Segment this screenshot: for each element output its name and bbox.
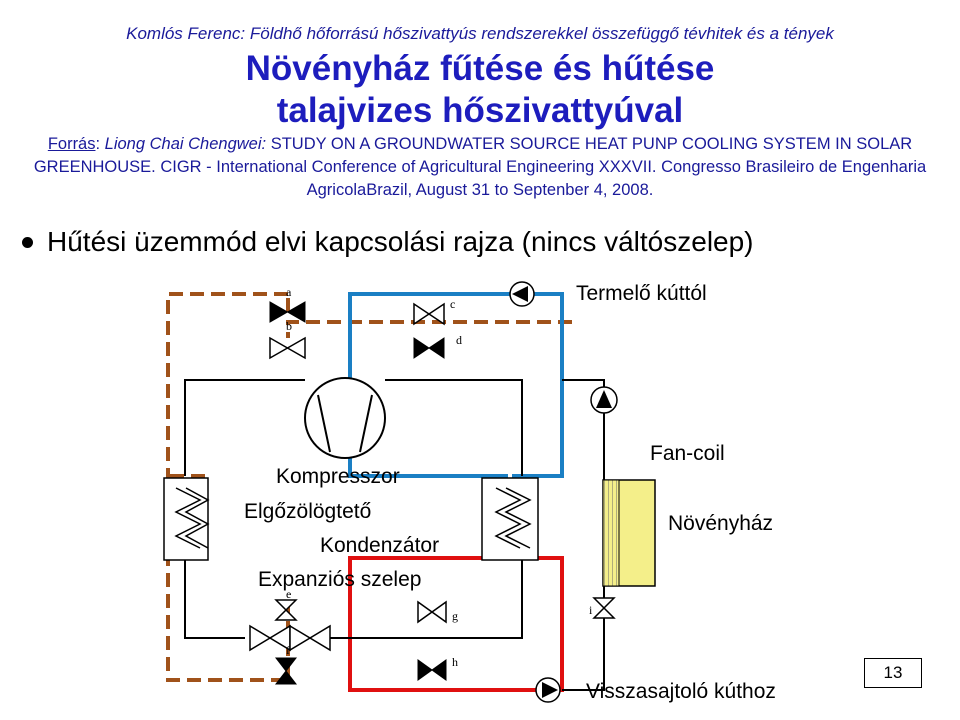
valve-label-f: f (286, 643, 290, 657)
bullet-heading (22, 226, 754, 258)
valve-g-icon (418, 602, 446, 622)
condenser-icon (482, 478, 538, 560)
source-separator: : (95, 135, 105, 153)
valve-c-icon (414, 304, 444, 324)
header-subject: Földhő hőforrású hőszivattyús rendszerekkel összefüggő tévhitek és a tények (249, 24, 834, 43)
source-text: STUDY ON A GROUNDWATER SOURCE HEAT PUNP COOLING SYSTEM IN SOLAR GREENHOUSE. CIGR - International Conference of Agricultural Engineering XXXVII. Congresso Brasileiro de Engenharia AgricolaBrazil, August 31 to Septenber 4, 2008. (33, 135, 927, 199)
label-greenhouse: Növényház (668, 512, 774, 535)
valve-label-a: a (286, 285, 292, 299)
valve-h-icon (418, 660, 446, 680)
source-authors: Liong Chai Chengwei: (104, 135, 267, 153)
valve-label-i: i (589, 603, 593, 617)
label-return-well: Visszasajtoló kúthoz (586, 680, 776, 703)
page-title (0, 48, 960, 132)
valve-label-e: e (286, 587, 292, 601)
valve-label-g: g (452, 609, 458, 623)
bullet-dot-icon (22, 237, 33, 248)
cooling-schematic (0, 270, 960, 720)
title-line-1: Növényház fűtése és hűtése (245, 49, 715, 88)
compressor-icon (305, 378, 385, 458)
expansion-valve-icon (250, 626, 330, 650)
valve-label-b: b (286, 319, 292, 333)
source-citation (20, 133, 940, 202)
label-expansion: Expanziós szelep (258, 568, 422, 591)
source-label: Forrás (47, 135, 96, 153)
label-fan-coil: Fan-coil (650, 442, 725, 465)
bullet-text: Hűtési üzemmód elvi kapcsolási rajza (nincs váltószelep) (47, 226, 754, 257)
valve-label-d: d (456, 333, 462, 347)
pump-bottom-icon (536, 678, 560, 702)
pump-top-icon (510, 282, 534, 306)
label-evaporator: Elgőzölögtető (244, 500, 372, 523)
label-from-well: Termelő kúttól (576, 282, 707, 305)
pump-fan-coil-icon (591, 387, 617, 413)
header-line (0, 24, 960, 44)
fan-coil-loop (562, 380, 604, 690)
valve-label-c: c (450, 297, 456, 311)
valve-b-icon (270, 338, 305, 358)
valve-e-icon (276, 600, 296, 620)
valve-i-icon (594, 598, 614, 618)
header-author: Komlós Ferenc: (126, 24, 246, 43)
label-compressor: Kompresszor (276, 465, 400, 488)
valve-f-icon (276, 658, 296, 684)
valve-d-icon (414, 338, 444, 358)
fan-coil-icon (603, 480, 655, 586)
evaporator-icon (164, 478, 208, 560)
title-line-2: talajvizes hőszivattyúval (276, 91, 684, 130)
valve-label-h: h (452, 655, 458, 669)
page-number: 13 (864, 658, 922, 688)
label-condenser: Kondenzátor (320, 534, 440, 557)
